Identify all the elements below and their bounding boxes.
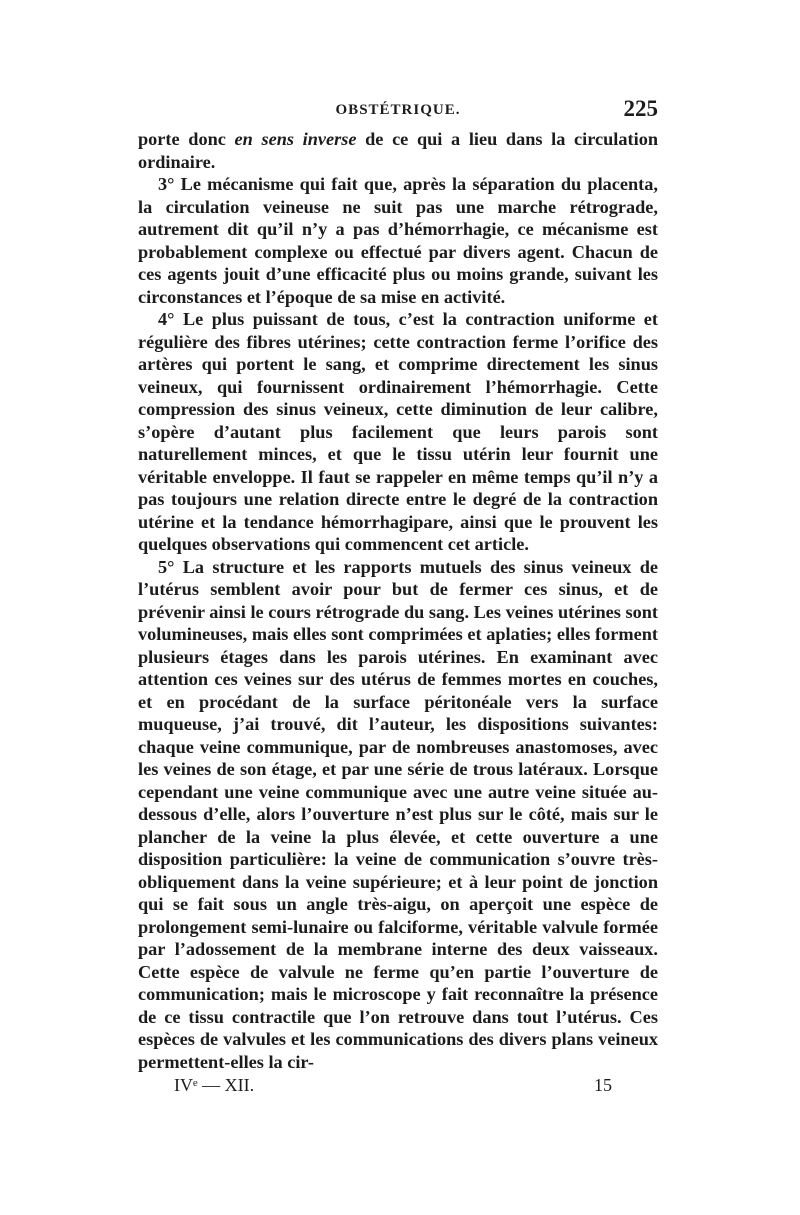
volume-signature: IVᵉ — XII. <box>174 1075 255 1095</box>
paragraph-5: 5° La structure et les rapports mutuels des sinus veineux de l’utérus semblent avoir pour but de fermer ces sinus, et de prévenir ainsi le cours rétrograde du sang. Les veines utérines sont volumineuses, mais elles sont comprimées et aplaties; elles forment plusieurs étages dans les parois utérines. En examinant avec attention ces veines sur des utérus de femmes mortes en couches, et en procédant de la surface péritonéale vers la surface muqueuse, j’ai trouvé, dit l’auteur, les dispositions suivantes: chaque veine communique, par de nombreuses anastomoses, avec les veines de son étage, et par une série de trous latéraux. Lorsque cependant une veine communique avec une autre veine située au-dessous d’elle, alors l’ouverture n’est plus sur le côté, mais sur le plancher de la veine la plus élevée, et cette ouverture a une disposition particulière: la veine de communication s’ouvre très-obliquement dans la veine supérieure; et à leur point de jonction qui se fait sous un angle très-aigu, on aperçoit une espèce de prolongement semi-lunaire ou falciforme, véritable valvule formée par l’adossement de la membrane interne des deux vaisseaux. Cette espèce de valvule ne ferme qu’en partie l’ouverture de communication; mais le microscope y fait reconnaître la présence de ce tissu contractile que l’on retrouve dans tout l’utérus. Ces espèces de valvules et les communications des divers plans veineux permettent-elles la cir- <box>138 556 658 1072</box>
paragraph-text: de ce qui a lieu dans la circulation ordinaire. <box>138 129 659 172</box>
page-header <box>138 96 658 126</box>
paragraph-continuation <box>138 128 658 173</box>
paragraph-3: 3° Le mécanisme qui fait que, après la séparation du placenta, la circulation veineuse ne suit pas une marche rétrograde, autrement dit qu’il n’y a pas d’hémorrhagie, ce mécanisme est probablement complexe ou effectué par divers agent. Chacun de ces agents jouit d’une efficacité plus ou moins grande, suivant les circonstances et l’époque de sa mise en activité. <box>138 174 658 307</box>
book-page <box>138 96 658 1099</box>
paragraph-4: 4° Le plus puissant de tous, c’est la contraction uniforme et régulière des fibres utérines; cette contraction ferme l’orifice des artères qui portent le sang, et comprime directement les sinus veineux, qui fournissent ordinairement l’hémorrhagie. Cette compression des sinus veineux, cette diminution de leur calibre, s’opère d’autant plus facilement que leurs parois sont naturellement minces, et que le tissu utérin leur fournit une véritable enveloppe. Il faut se rappeler en même temps qu’il n’y a pas toujours une relation directe entre le degré de la contraction utérine et la tendance hémorrhagipare, ainsi que le prouvent les quelques observations qui commencent cet article. <box>138 309 658 554</box>
running-title: OBSTÉTRIQUE. <box>335 102 461 118</box>
page-number: 225 <box>623 96 658 121</box>
page-footer <box>138 1075 658 1099</box>
paragraph-text: porte donc <box>138 129 235 149</box>
italic-phrase: en sens inverse <box>234 129 357 149</box>
sheet-number: 15 <box>594 1075 612 1095</box>
body-text <box>138 128 658 1073</box>
